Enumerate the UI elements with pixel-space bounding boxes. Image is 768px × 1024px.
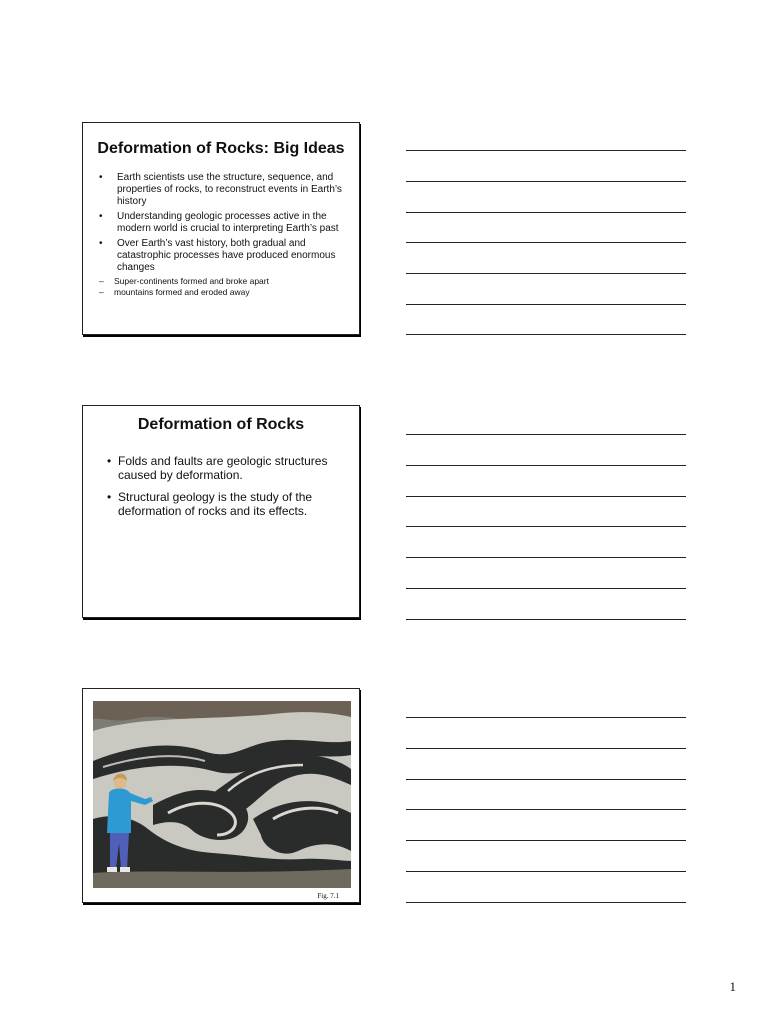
note-line bbox=[406, 434, 686, 435]
bullet-text: Over Earth’s vast history, both gradual and catastrophic processes have produced enormous changes bbox=[117, 238, 336, 273]
sub-bullet-item: – mountains formed and eroded away bbox=[98, 287, 345, 298]
sub-bullet-list bbox=[98, 276, 345, 298]
note-line bbox=[406, 588, 686, 589]
note-line bbox=[406, 465, 686, 466]
note-line bbox=[406, 304, 686, 305]
note-line bbox=[406, 619, 686, 620]
bullet-item bbox=[83, 238, 359, 298]
note-line bbox=[406, 526, 686, 527]
slide-title: Deformation of Rocks bbox=[137, 416, 305, 433]
figure-caption: Fig. 7.1 bbox=[317, 892, 339, 900]
slide-thumbnail-3 bbox=[82, 688, 360, 903]
note-line bbox=[406, 748, 686, 749]
note-line bbox=[406, 273, 686, 274]
bullet-item: • Structural geology is the study of the deformation of rocks and its effects. bbox=[83, 490, 359, 518]
bullet-item: • Folds and faults are geologic structures caused by deformation. bbox=[83, 454, 359, 482]
note-line bbox=[406, 809, 686, 810]
note-line bbox=[406, 840, 686, 841]
page-number: 1 bbox=[729, 979, 736, 994]
bullet-list bbox=[83, 172, 359, 298]
note-line bbox=[406, 181, 686, 182]
note-line bbox=[406, 871, 686, 872]
note-line bbox=[406, 212, 686, 213]
bullet-item: • Earth scientists use the structure, sequence, and properties of rocks, to reconstruct events in Earth’s history bbox=[83, 172, 359, 208]
note-line bbox=[406, 334, 686, 335]
note-line bbox=[406, 496, 686, 497]
bullet-list bbox=[83, 454, 359, 518]
folded-rock-photo bbox=[93, 701, 351, 888]
note-line bbox=[406, 779, 686, 780]
note-line bbox=[406, 242, 686, 243]
slide-thumbnail-1 bbox=[82, 122, 360, 335]
note-line bbox=[406, 150, 686, 151]
sub-bullet-item: – Super-continents formed and broke apart bbox=[98, 276, 345, 287]
note-line bbox=[406, 557, 686, 558]
slide-thumbnail-2 bbox=[82, 405, 360, 618]
note-line bbox=[406, 717, 686, 718]
slide-title: Deformation of Rocks: Big Ideas bbox=[97, 140, 345, 157]
bullet-item: • Understanding geologic processes active in the modern world is crucial to interpreting Earth’s past bbox=[83, 211, 359, 235]
note-line bbox=[406, 902, 686, 903]
